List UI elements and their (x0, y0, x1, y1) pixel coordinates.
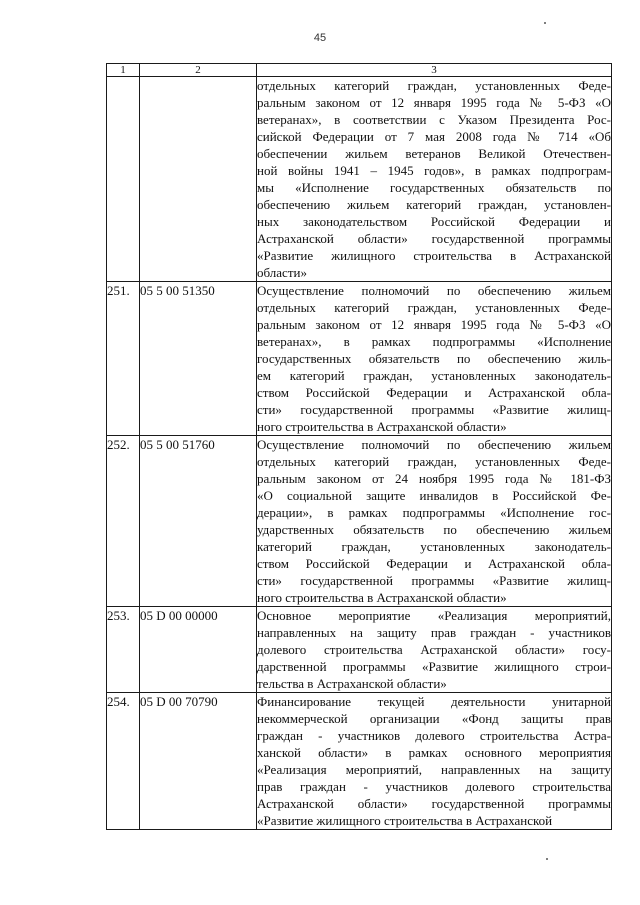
description-line: ральным законом от 12 января 1995 года № 5-ФЗ «О (257, 95, 611, 110)
description-line: Астраханской области» государственной программы (257, 231, 611, 246)
budget-code: 05 D 00 70790 (140, 693, 257, 830)
description-line: отдельных категорий граждан, установленных Феде- (257, 300, 611, 315)
description-line: ударственных обязательств по обеспечению жильем (257, 522, 611, 537)
description-line: Финансирование текущей деятельности унитарной (257, 694, 611, 709)
description-line: Осуществление полномочий по обеспечению жильем (257, 283, 611, 298)
description-line: мы «Исполнение государственных обязательств по (257, 180, 611, 195)
description-line: тельства в Астраханской области» (257, 676, 447, 691)
budget-code: 05 5 00 51350 (140, 282, 257, 436)
description-line: категорий граждан, установленных законодатель- (257, 539, 611, 554)
description-line: граждан - участников долевого строительства Астра- (257, 728, 611, 743)
column-header-number: 1 (107, 64, 140, 77)
description-line: ем категорий граждан, установленных законодатель- (257, 368, 611, 383)
row-number: 254. (107, 693, 140, 830)
description-line: «Развитие жилищного строительства в Астраханской (257, 813, 553, 828)
description-line: обеспечении жильем ветеранов Великой Отечествен- (257, 146, 611, 161)
description-line: «Реализация мероприятий, направленных на защиту (257, 762, 611, 777)
table-body (107, 77, 612, 830)
description-line: ной войны 1941 – 1945 годов», в рамках подпрограм- (257, 163, 611, 178)
description-line: прав граждан - участников долевого строительства (257, 779, 611, 794)
scan-speck (546, 858, 548, 860)
description-line: отдельных категорий граждан, установленных Феде- (257, 78, 611, 93)
description-line: ного строительства в Астраханской области» (257, 590, 507, 605)
description-line: ством Российской Федерации и Астраханской обла- (257, 385, 611, 400)
description-line: ветеранах», в соответствии с Указом Президента Рос- (257, 112, 611, 127)
table-row (107, 282, 612, 436)
description-line: ханской области» в рамках основного мероприятия (257, 745, 611, 760)
table-row (107, 436, 612, 607)
budget-code: 05 D 00 00000 (140, 607, 257, 693)
description-line: некоммерческой организации «Фонд защиты прав (257, 711, 611, 726)
description-line: сийской Федерации от 7 мая 2008 года № 714 «Об (257, 129, 611, 144)
description-line: дерации», в рамках подпрограммы «Исполнение гос- (257, 505, 611, 520)
row-number: 253. (107, 607, 140, 693)
description-line: долевого строительства Астраханской области» госу- (257, 642, 611, 657)
description-line: отдельных категорий граждан, установленных Феде- (257, 454, 611, 469)
table-row (107, 693, 612, 830)
description-line: ральным законом от 24 ноября 1995 года № 181-ФЗ (257, 471, 611, 486)
row-description (257, 77, 612, 282)
row-description (257, 282, 612, 436)
table-row (107, 607, 612, 693)
description-line: ветеранах», в рамках подпрограммы «Исполнение (257, 334, 611, 349)
row-description (257, 436, 612, 607)
budget-code: 05 5 00 51760 (140, 436, 257, 607)
description-line: «О социальной защите инвалидов в Российской Фе- (257, 488, 611, 503)
table-row (107, 77, 612, 282)
description-line: дарственной программы «Развитие жилищного строи- (257, 659, 611, 674)
column-header-description: 3 (257, 64, 612, 77)
description-line: «Развитие жилищного строительства в Астраханской (257, 248, 611, 263)
description-line: Осуществление полномочий по обеспечению жильем (257, 437, 611, 452)
column-header-code: 2 (140, 64, 257, 77)
description-line: Астраханской области» государственной программы (257, 796, 611, 811)
scan-speck (544, 22, 546, 24)
description-line: сти» государственной программы «Развитие жилищ- (257, 402, 611, 417)
description-line: Основное мероприятие «Реализация мероприятий, (257, 608, 611, 623)
description-line: государственных обязательств по обеспечению жиль- (257, 351, 611, 366)
description-line: обеспечению жильем категорий граждан, установлен- (257, 197, 611, 212)
description-line: ральным законом от 12 января 1995 года № 5-ФЗ «О (257, 317, 611, 332)
row-description (257, 693, 612, 830)
table-header-row (107, 64, 612, 77)
document-table (106, 63, 612, 830)
description-line: ством Российской Федерации и Астраханской обла- (257, 556, 611, 571)
row-number: 252. (107, 436, 140, 607)
description-line: области» (257, 265, 307, 280)
description-line: сти» государственной программы «Развитие жилищ- (257, 573, 611, 588)
description-line: направленных на защиту прав граждан - участников (257, 625, 611, 640)
page-number: 45 (313, 32, 327, 44)
row-number (107, 77, 140, 282)
budget-code (140, 77, 257, 282)
row-number: 251. (107, 282, 140, 436)
description-line: ного строительства в Астраханской области» (257, 419, 507, 434)
description-line: ных законодательством Российской Федерации и (257, 214, 611, 229)
row-description (257, 607, 612, 693)
